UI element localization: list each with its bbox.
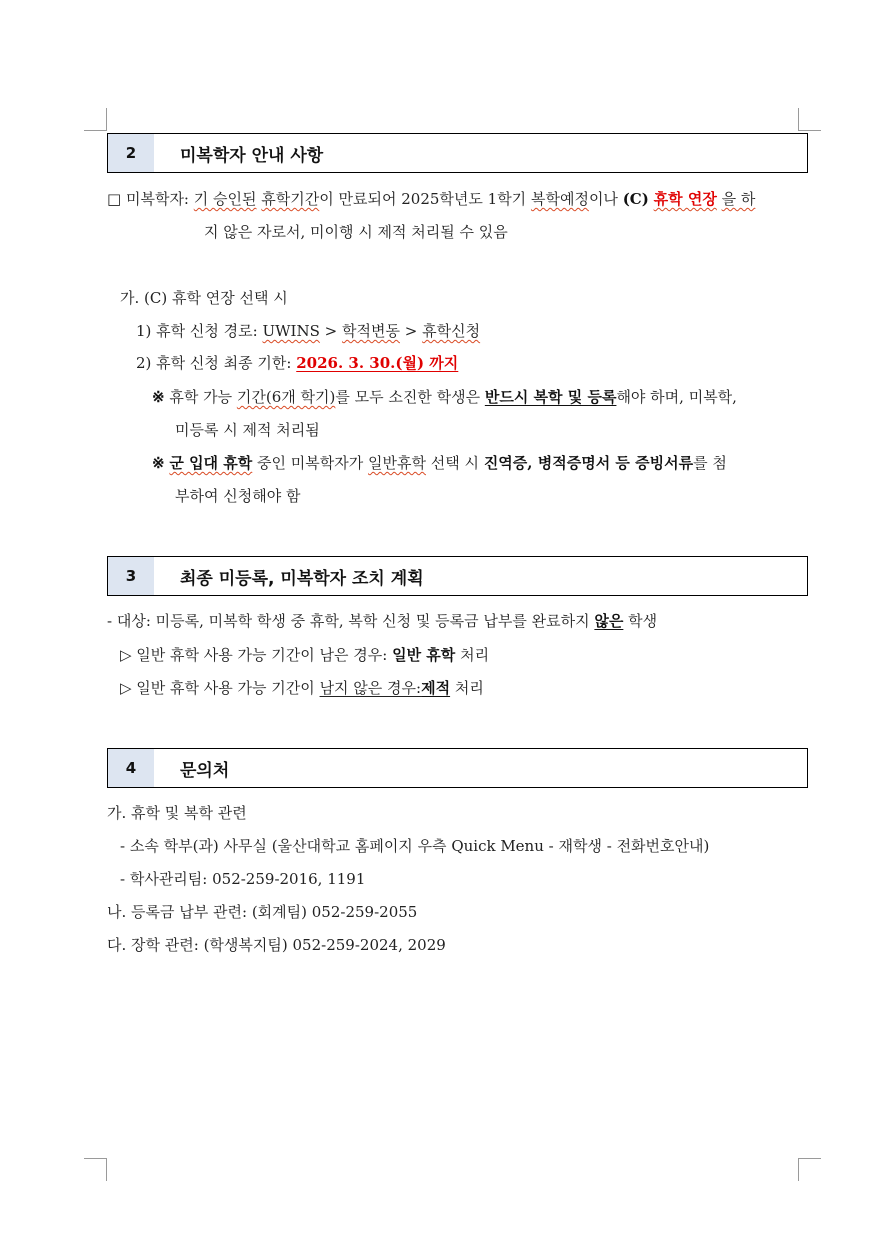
section-title: 최종 미등록, 미복학자 조치 계획 xyxy=(180,568,424,589)
section-number: 2 xyxy=(108,134,154,172)
section-title: 문의처 xyxy=(180,760,230,781)
page-corner-mark xyxy=(84,108,107,131)
checkbox-square-icon: □ xyxy=(107,190,122,208)
section-number: 4 xyxy=(108,749,154,787)
paragraph-definition-cont: 지 않은 자로서, 미이행 시 제적 처리될 수 있음 xyxy=(204,223,508,241)
subheading-ga: 가. (C) 휴학 연장 선택 시 xyxy=(120,289,288,307)
section-header-4 xyxy=(107,748,808,788)
page-corner-mark xyxy=(798,108,821,131)
deadline-date: 2026. 3. 30.(월) 까지 xyxy=(296,354,459,372)
case-1: ▷ 일반 휴학 사용 가능 기간이 남은 경우: 일반 휴학 처리 xyxy=(120,646,490,664)
page-corner-mark xyxy=(798,1158,821,1181)
note-1-cont: 미등록 시 제적 처리됨 xyxy=(175,421,320,439)
page-corner-mark xyxy=(84,1158,107,1181)
section-number: 3 xyxy=(108,557,154,595)
note-2-cont: 부하여 신청해야 함 xyxy=(175,487,301,505)
contact-tuition: 나. 등록금 납부 관련: (회계팀) 052-259-2055 xyxy=(107,903,418,921)
section-title: 미복학자 안내 사항 xyxy=(180,145,324,166)
list-item-deadline: 2) 휴학 신청 최종 기한: 2026. 3. 30.(월) 까지 xyxy=(136,354,459,372)
contact-heading-ga: 가. 휴학 및 복학 관련 xyxy=(107,804,247,822)
paragraph-definition: □ 미복학자: 기 승인된 휴학기간이 만료되어 2025학년도 1학기 복학예정이나 (C) 휴학 연장 을 하 xyxy=(107,190,756,208)
note-1: ※ 휴학 가능 기간(6개 학기)를 모두 소진한 학생은 반드시 복학 및 등록해야 하며, 미복학, xyxy=(152,388,737,406)
section-header-2 xyxy=(107,133,808,173)
contact-scholarship: 다. 장학 관련: (학생복지팀) 052-259-2024, 2029 xyxy=(107,936,446,954)
case-2: ▷ 일반 휴학 사용 가능 기간이 남지 않은 경우:제적 처리 xyxy=(120,679,484,697)
contact-dept-office: - 소속 학부(과) 사무실 (울산대학교 홈페이지 우측 Quick Menu - 재학생 - 전화번호안내) xyxy=(120,837,710,855)
list-item-route: 1) 휴학 신청 경로: UWINS > 학적변동 > 휴학신청 xyxy=(136,322,481,340)
section-header-3 xyxy=(107,556,808,596)
note-2: ※ 군 입대 휴학 중인 미복학자가 일반휴학 선택 시 진역증, 병적증명서 등 증빙서류를 첨 xyxy=(152,454,727,472)
contact-academic-affairs: - 학사관리팀: 052-259-2016, 1191 xyxy=(120,870,366,888)
target-line: - 대상: 미등록, 미복학 학생 중 휴학, 복학 신청 및 등록금 납부를 완료하지 않은 학생 xyxy=(107,612,658,630)
